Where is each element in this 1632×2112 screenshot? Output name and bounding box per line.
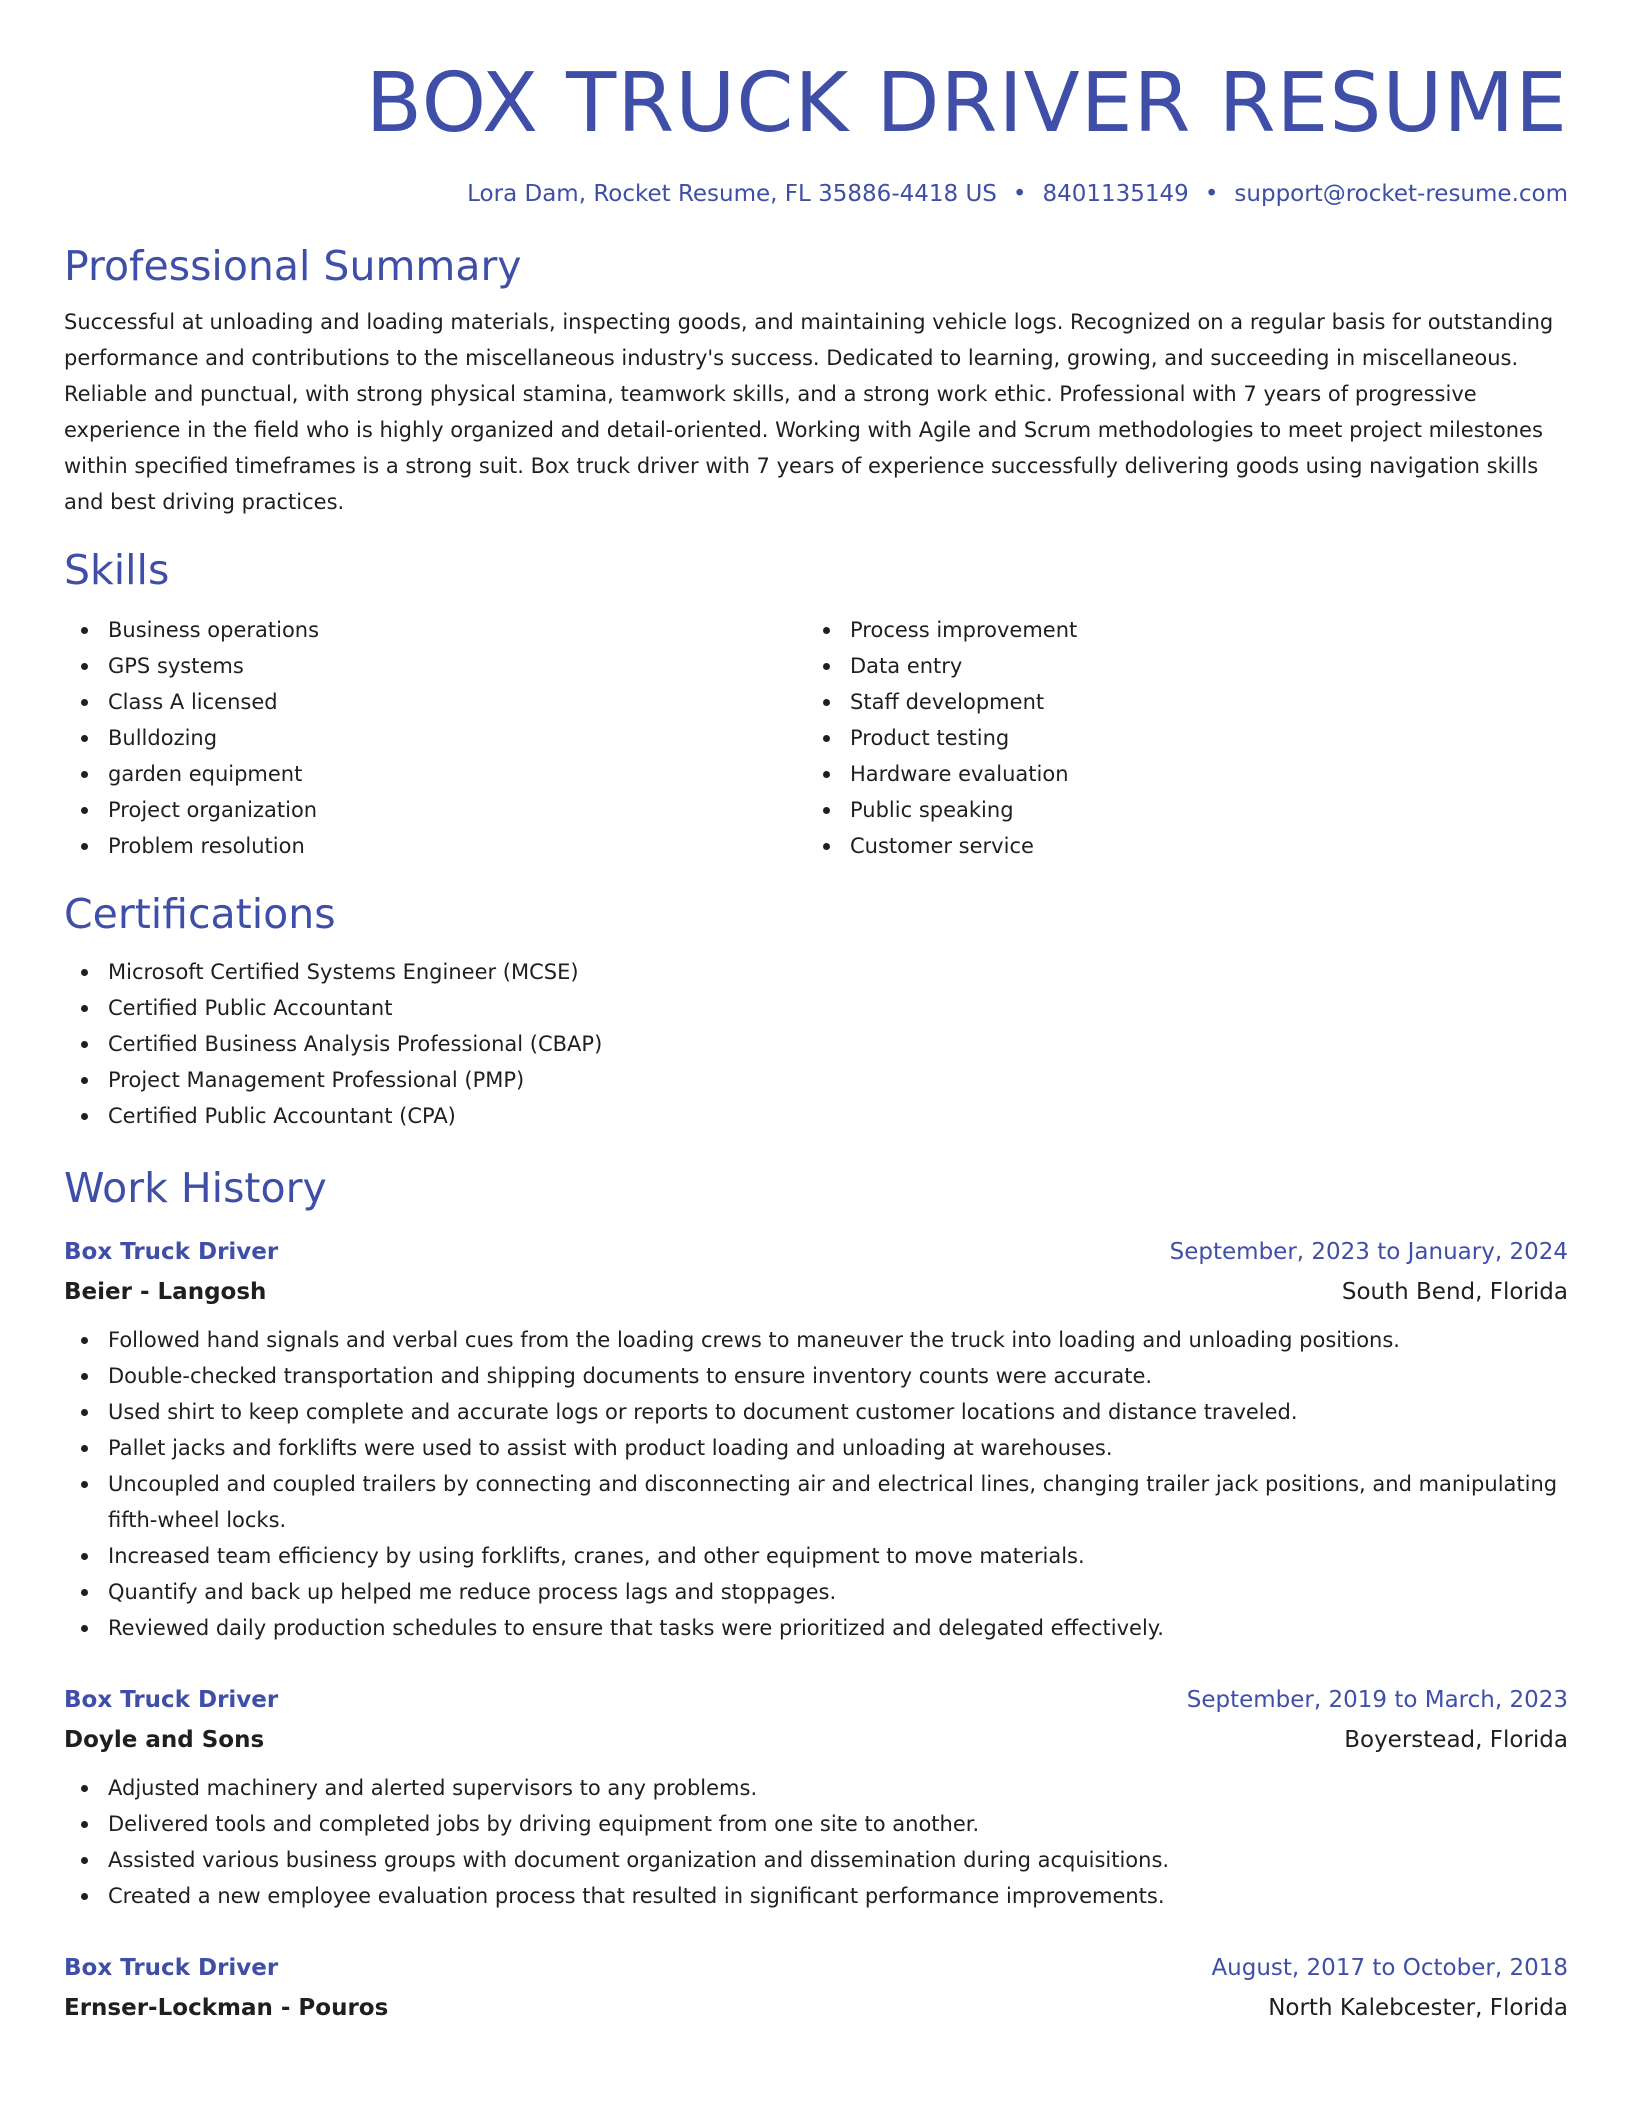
skill-item: Hardware evaluation — [850, 756, 1548, 792]
job-company: Doyle and Sons — [64, 1727, 265, 1753]
job-title: Box Truck Driver — [64, 1955, 279, 1981]
job-duty-item: Quantify and back up helped me reduce process lags and stoppages. — [108, 1574, 1568, 1610]
job-title-row — [64, 1680, 1568, 1720]
job-title: Box Truck Driver — [64, 1687, 279, 1713]
job-duty-item: Pallet jacks and forklifts were used to assist with product loading and unloading at warehouses. — [108, 1430, 1568, 1466]
job-duty-item: Used shirt to keep complete and accurate logs or reports to document customer locations and distance traveled. — [108, 1394, 1568, 1430]
job-company: Ernser-Lockman - Pouros — [64, 1995, 389, 2021]
certification-item: Certified Business Analysis Professional (CBAP) — [108, 1026, 1568, 1062]
skill-item: Product testing — [850, 720, 1548, 756]
contact-email[interactable]: support@rocket-resume.com — [1234, 181, 1568, 207]
skill-item: Class A licensed — [108, 684, 806, 720]
job-duty-item: Reviewed daily production schedules to ensure that tasks were prioritized and delegated effectively. — [108, 1610, 1568, 1646]
contact-address: Lora Dam, Rocket Resume, FL 35886-4418 US — [467, 181, 997, 207]
contact-separator: • — [1012, 181, 1027, 207]
skill-item: Customer service — [850, 828, 1548, 864]
job-company-row — [64, 1272, 1568, 1312]
skill-item: garden equipment — [108, 756, 806, 792]
skill-item: Problem resolution — [108, 828, 806, 864]
skills-column-right — [806, 612, 1548, 864]
job-duty-item: Delivered tools and completed jobs by driving equipment from one site to another. — [108, 1806, 1568, 1842]
resume-title: BOX TRUCK DRIVER RESUME — [365, 56, 1568, 151]
skill-item: Bulldozing — [108, 720, 806, 756]
contact-line — [64, 178, 1568, 210]
job-location: North Kalebcester, Florida — [1268, 1995, 1568, 2021]
job-duties-list — [64, 1770, 1568, 1914]
certification-item: Project Management Professional (PMP) — [108, 1062, 1568, 1098]
job-duty-item: Followed hand signals and verbal cues from the loading crews to maneuver the truck into loading and unloading positions. — [108, 1322, 1568, 1358]
certification-item: Certified Public Accountant — [108, 990, 1568, 1026]
job-company: Beier - Langosh — [64, 1279, 267, 1305]
skill-item: Staff development — [850, 684, 1548, 720]
work-history-list — [64, 1232, 1568, 2028]
job-duty-item: Created a new employee evaluation process that resulted in significant performance improvements. — [108, 1878, 1568, 1914]
skill-item: Business operations — [108, 612, 806, 648]
job-entry — [64, 1948, 1568, 2028]
job-duty-item: Assisted various business groups with document organization and dissemination during acquisitions. — [108, 1842, 1568, 1878]
job-duties-list — [64, 1322, 1568, 1646]
certifications-list — [64, 954, 1568, 1134]
job-company-row — [64, 1720, 1568, 1760]
job-dates: September, 2023 to January, 2024 — [1169, 1239, 1568, 1265]
job-location: Boyerstead, Florida — [1344, 1727, 1568, 1753]
skill-item: Project organization — [108, 792, 806, 828]
job-duty-item: Adjusted machinery and alerted supervisors to any problems. — [108, 1770, 1568, 1806]
contact-separator: • — [1204, 181, 1219, 207]
certification-item: Microsoft Certified Systems Engineer (MCSE) — [108, 954, 1568, 990]
job-duty-item: Increased team efficiency by using forklifts, cranes, and other equipment to move materials. — [108, 1538, 1568, 1574]
resume-page — [64, 0, 1568, 2028]
skill-item: GPS systems — [108, 648, 806, 684]
job-company-row — [64, 1988, 1568, 2028]
job-entry — [64, 1680, 1568, 1914]
job-title-row — [64, 1232, 1568, 1272]
job-duty-item: Uncoupled and coupled trailers by connecting and disconnecting air and electrical lines, changing trailer jack positions, and manipulating fifth-wheel locks. — [108, 1466, 1568, 1538]
job-dates: August, 2017 to October, 2018 — [1211, 1955, 1568, 1981]
job-location: South Bend, Florida — [1341, 1279, 1568, 1305]
job-title: Box Truck Driver — [64, 1239, 279, 1265]
summary-text: Successful at unloading and loading materials, inspecting goods, and maintaining vehicle logs. Recognized on a regular basis for outstanding performance and contributions to the miscellaneous industry's success. Dedicated to learning, growing, and succeeding in miscellaneous. Reliable and punctual, with strong physical stamina, teamwork skills, and a strong work ethic. Professional with 7 years of progressive experience in the field who is highly organized and detail-oriented. Working with Agile and Scrum methodologies to meet project milestones within specified timeframes is a strong suit. Box truck driver with 7 years of experience successfully delivering goods using navigation skills and best driving practices. — [64, 310, 1554, 514]
skills-heading: Skills — [64, 546, 170, 594]
certifications-heading: Certifications — [64, 890, 336, 938]
work-history-heading: Work History — [64, 1164, 327, 1212]
skill-item: Public speaking — [850, 792, 1548, 828]
summary-heading: Professional Summary — [64, 242, 522, 290]
job-dates: September, 2019 to March, 2023 — [1186, 1687, 1568, 1713]
job-duty-item: Double-checked transportation and shipping documents to ensure inventory counts were accurate. — [108, 1358, 1568, 1394]
contact-phone: 8401135149 — [1042, 181, 1189, 207]
skills-column-left — [64, 612, 806, 864]
job-entry — [64, 1232, 1568, 1646]
job-title-row — [64, 1948, 1568, 1988]
skill-item: Data entry — [850, 648, 1548, 684]
skill-item: Process improvement — [850, 612, 1548, 648]
certification-item: Certified Public Accountant (CPA) — [108, 1098, 1568, 1134]
skills-grid — [64, 612, 1568, 864]
